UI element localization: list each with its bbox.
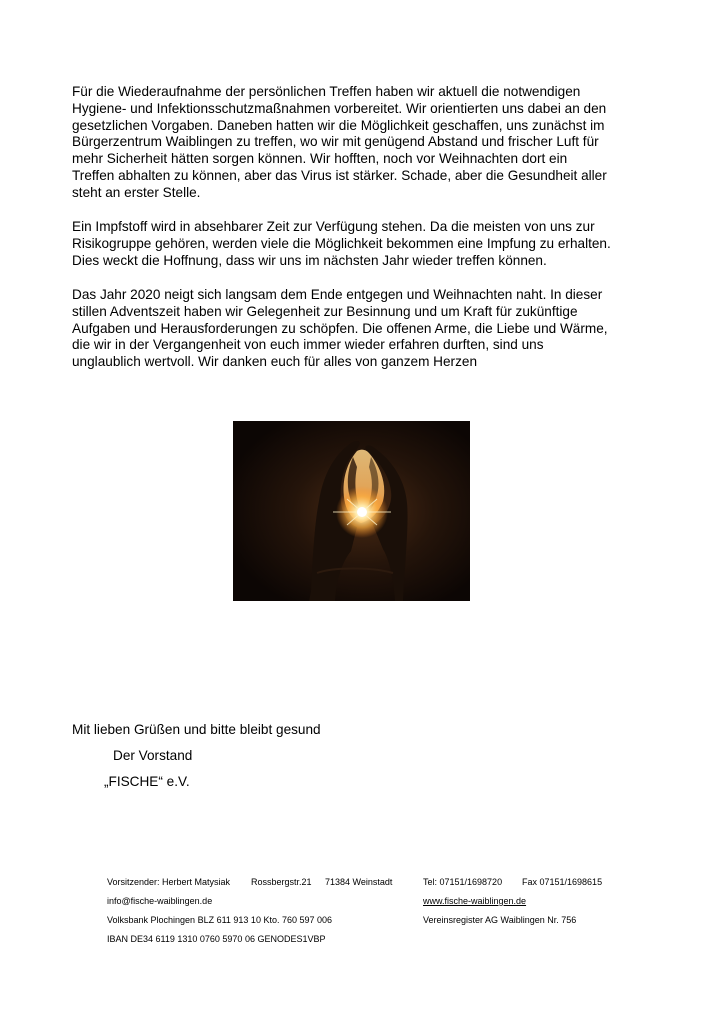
closing-greeting: Mit lieben Grüßen und bitte bleibt gesund	[72, 722, 321, 737]
paragraph-meeting-update	[72, 84, 662, 202]
footer-row-bank	[107, 914, 627, 933]
text-line: Für die Wiederaufnahme der persönlichen Treffen haben wir aktuell die notwendigen	[72, 84, 581, 99]
footer-row-iban	[107, 933, 627, 952]
footer-website-link[interactable]: www.fische-waiblingen.de	[423, 896, 527, 906]
signature-board: Der Vorstand	[113, 748, 193, 763]
text-line: Das Jahr 2020 neigt sich langsam dem Ende entgegen und Weihnachten naht. In dieser	[72, 287, 603, 302]
footer-fax: Fax 07151/1698615	[522, 877, 603, 887]
footer-bank: Volksbank Plochingen BLZ 611 913 10 Kto. 760 597 006	[107, 915, 333, 925]
footer-chair: Vorsitzender: Herbert Matysiak	[107, 877, 231, 887]
paragraph-advent	[72, 287, 662, 371]
text-line: Treffen abhalten zu können, aber das Virus ist stärker. Schade, aber die Gesundheit aller	[72, 167, 607, 183]
text-line: Hygiene- und Infektionsschutzmaßnahmen vorbereitet. Wir orientierten uns dabei an den	[72, 100, 607, 116]
text-line: gesetzlichen Vorgaben. Daneben hatten wir die Möglichkeit geschaffen, uns zunächst im	[72, 117, 605, 133]
signature-club: „FISCHE“ e.V.	[104, 774, 190, 789]
text-line: die wir in der Vergangenheit von euch immer wieder erfahren durften, sind uns	[72, 337, 544, 353]
footer-city: 71384 Weinstadt	[325, 877, 393, 887]
text-line: stillen Adventszeit haben wir Gelegenheit zur Besinnung und um Kraft für zukünftige	[72, 303, 578, 319]
text-line: steht an erster Stelle.	[72, 184, 201, 200]
footer-email[interactable]: info@fische-waiblingen.de	[107, 896, 213, 906]
text-line: Aufgaben und Herausforderungen zu schöpfen. Die offenen Arme, die Liebe und Wärme,	[72, 320, 608, 336]
hands-light-illustration	[233, 421, 470, 601]
text-line: Risikogruppe gehören, werden viele die Möglichkeit bekommen eine Impfung zu erhalten.	[72, 235, 611, 251]
text-line: unglaublich wertvoll. Wir danken euch für alles von ganzem Herzen	[72, 354, 477, 370]
footer-row-web	[107, 895, 627, 914]
footer-street: Rossbergstr.21	[251, 877, 312, 887]
hands-light-photo	[233, 421, 470, 601]
letterhead-footer	[107, 876, 627, 952]
text-line: mehr Sicherheit hätten sorgen können. Wir hofften, noch vor Weihnachten dort ein	[72, 151, 568, 167]
text-line: Bürgerzentrum Waiblingen zu treffen, wo wir mit genügend Abstand und frischer Luft für	[72, 134, 599, 150]
footer-tel: Tel: 07151/1698720	[423, 877, 503, 887]
text-line: Dies weckt die Hoffnung, dass wir uns im nächsten Jahr wieder treffen können.	[72, 252, 547, 268]
text-line: Ein Impfstoff wird in absehbarer Zeit zur Verfügung stehen. Da die meisten von uns zur	[72, 219, 595, 234]
paragraph-vaccine	[72, 219, 662, 269]
footer-iban: IBAN DE34 6119 1310 0760 5970 06 GENODES1VBP	[107, 934, 326, 944]
footer-row-contact	[107, 876, 627, 895]
footer-register: Vereinsregister AG Waiblingen Nr. 756	[423, 915, 577, 925]
